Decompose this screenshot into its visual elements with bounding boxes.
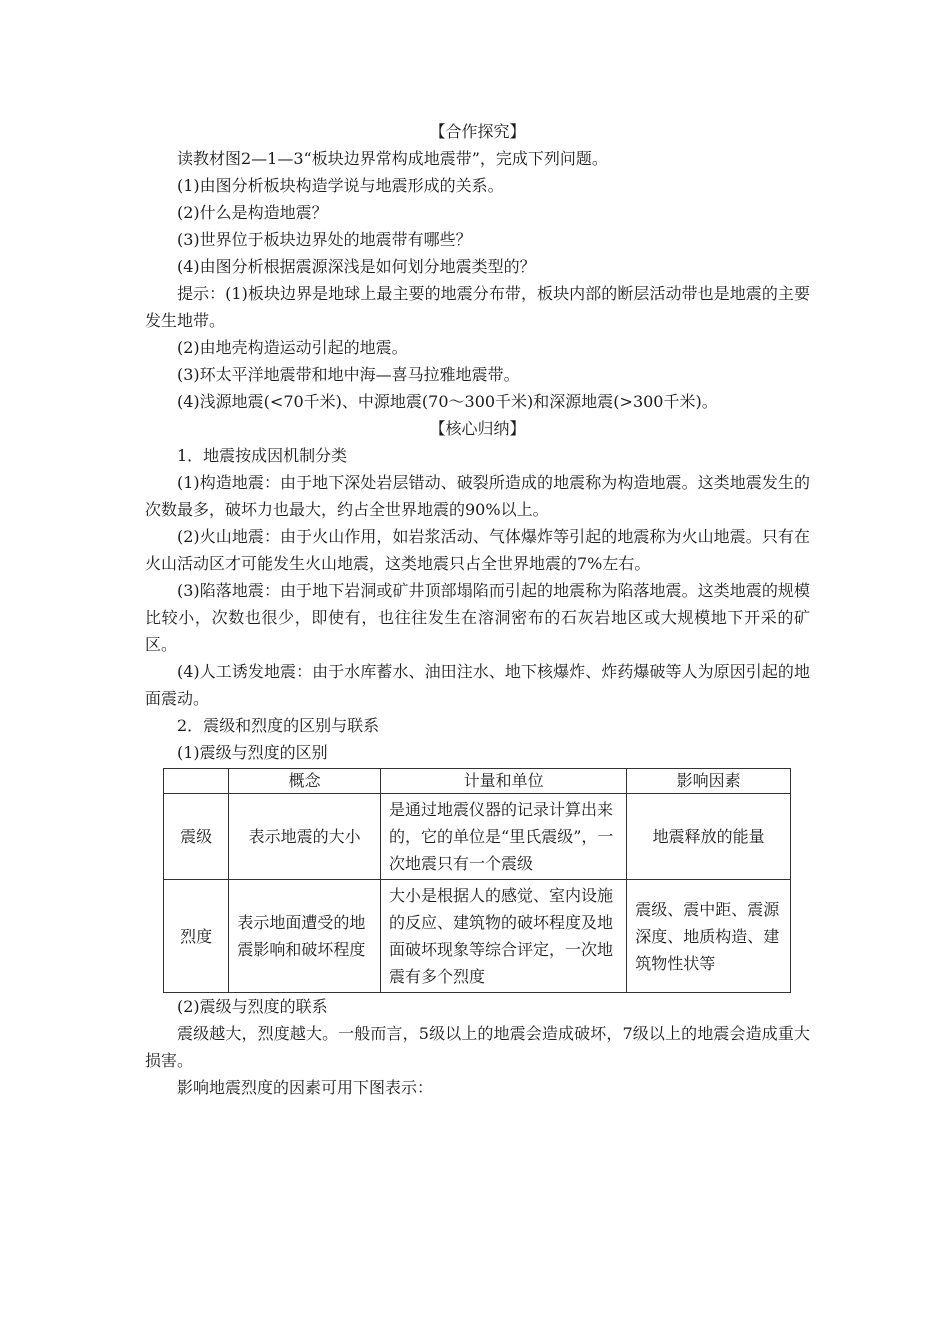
table-header-cell: 影响因素 bbox=[627, 769, 791, 794]
table-cell: 烈度 bbox=[164, 880, 229, 993]
hint-4: (4)浅源地震(<70千米)、中源地震(70～300千米)和深源地震(>300千米)。 bbox=[177, 392, 718, 411]
item2-title: 2．震级和烈度的区别与联系 bbox=[177, 716, 380, 735]
table-header-row bbox=[164, 769, 791, 794]
sub2-title: (2)震级与烈度的联系 bbox=[177, 997, 328, 1016]
table-cell: 大小是根据人的感觉、室内设施的反应、建筑物的破坏程度及地面破坏现象等综合评定，一次地震有多个烈度 bbox=[381, 880, 627, 993]
table-cell: 是通过地震仪器的记录计算出来的，它的单位是“里氏震级”，一次地震只有一个震级 bbox=[381, 794, 627, 880]
table-cell: 震级、震中距、震源深度、地质构造、建筑物性状等 bbox=[627, 880, 791, 993]
question-1: (1)由图分析板块构造学说与地震形成的关系。 bbox=[177, 176, 504, 195]
section-heading-core-summary: 【核心归纳】 bbox=[429, 419, 526, 438]
table-cell: 表示地震的大小 bbox=[229, 794, 381, 880]
item1-title: 1．地震按成因机制分类 bbox=[177, 446, 348, 465]
table-header-cell bbox=[164, 769, 229, 794]
hint-3: (3)环太平洋地震带和地中海—喜马拉雅地震带。 bbox=[177, 365, 520, 384]
sub1-title: (1)震级与烈度的区别 bbox=[177, 743, 328, 762]
question-2: (2)什么是构造地震？ bbox=[177, 203, 328, 222]
item1-para-collapse: (3)陷落地震：由于地下岩洞或矿井顶部塌陷而引起的地震称为陷落地震。这类地震的规模比较小，次数也很少，即使有，也往往发生在溶洞密布的石灰岩地区或大规模地下开采的矿区。 bbox=[145, 581, 810, 654]
inquiry-intro: 读教材图2—1—3“板块边界常构成地震带”，完成下列问题。 bbox=[177, 149, 608, 168]
item1-para-volcanic: (2)火山地震：由于火山作用，如岩浆活动、气体爆炸等引起的地震称为火山地震。只有在火山活动区才可能发生火山地震，这类地震只占全世界地震的7%左右。 bbox=[145, 527, 810, 573]
item1-para-tectonic: (1)构造地震：由于地下深处岩层错动、破裂所造成的地震称为构造地震。这类地震发生的次数最多，破坏力也最大，约占全世界地震的90%以上。 bbox=[145, 473, 810, 519]
question-3: (3)世界位于板块边界处的地震带有哪些？ bbox=[177, 230, 472, 249]
magnitude-intensity-table bbox=[163, 768, 791, 993]
item1-para-induced: (4)人工诱发地震：由于水库蓄水、油田注水、地下核爆炸、炸药爆破等人为原因引起的地面震动。 bbox=[145, 662, 810, 708]
hint-2: (2)由地壳构造运动引起的地震。 bbox=[177, 338, 408, 357]
table-row bbox=[164, 880, 791, 993]
closing-line: 影响地震烈度的因素可用下图表示： bbox=[177, 1078, 434, 1097]
section-heading-cooperative-inquiry: 【合作探究】 bbox=[429, 122, 526, 141]
table-header-cell: 计量和单位 bbox=[381, 769, 627, 794]
table-cell: 表示地面遭受的地震影响和破坏程度 bbox=[229, 880, 381, 993]
question-4: (4)由图分析根据震源深浅是如何划分地震类型的？ bbox=[177, 257, 536, 276]
table-row bbox=[164, 794, 791, 880]
table-header-cell: 概念 bbox=[229, 769, 381, 794]
hint-1: 提示：(1)板块边界是地球上最主要的地震分布带，板块内部的断层活动带也是地震的主要发生地带。 bbox=[145, 284, 810, 330]
document-page bbox=[145, 118, 810, 1101]
table-cell: 震级 bbox=[164, 794, 229, 880]
sub2-paragraph: 震级越大，烈度越大。一般而言，5级以上的地震会造成破坏，7级以上的地震会造成重大损害。 bbox=[145, 1024, 810, 1070]
table-cell: 地震释放的能量 bbox=[627, 794, 791, 880]
